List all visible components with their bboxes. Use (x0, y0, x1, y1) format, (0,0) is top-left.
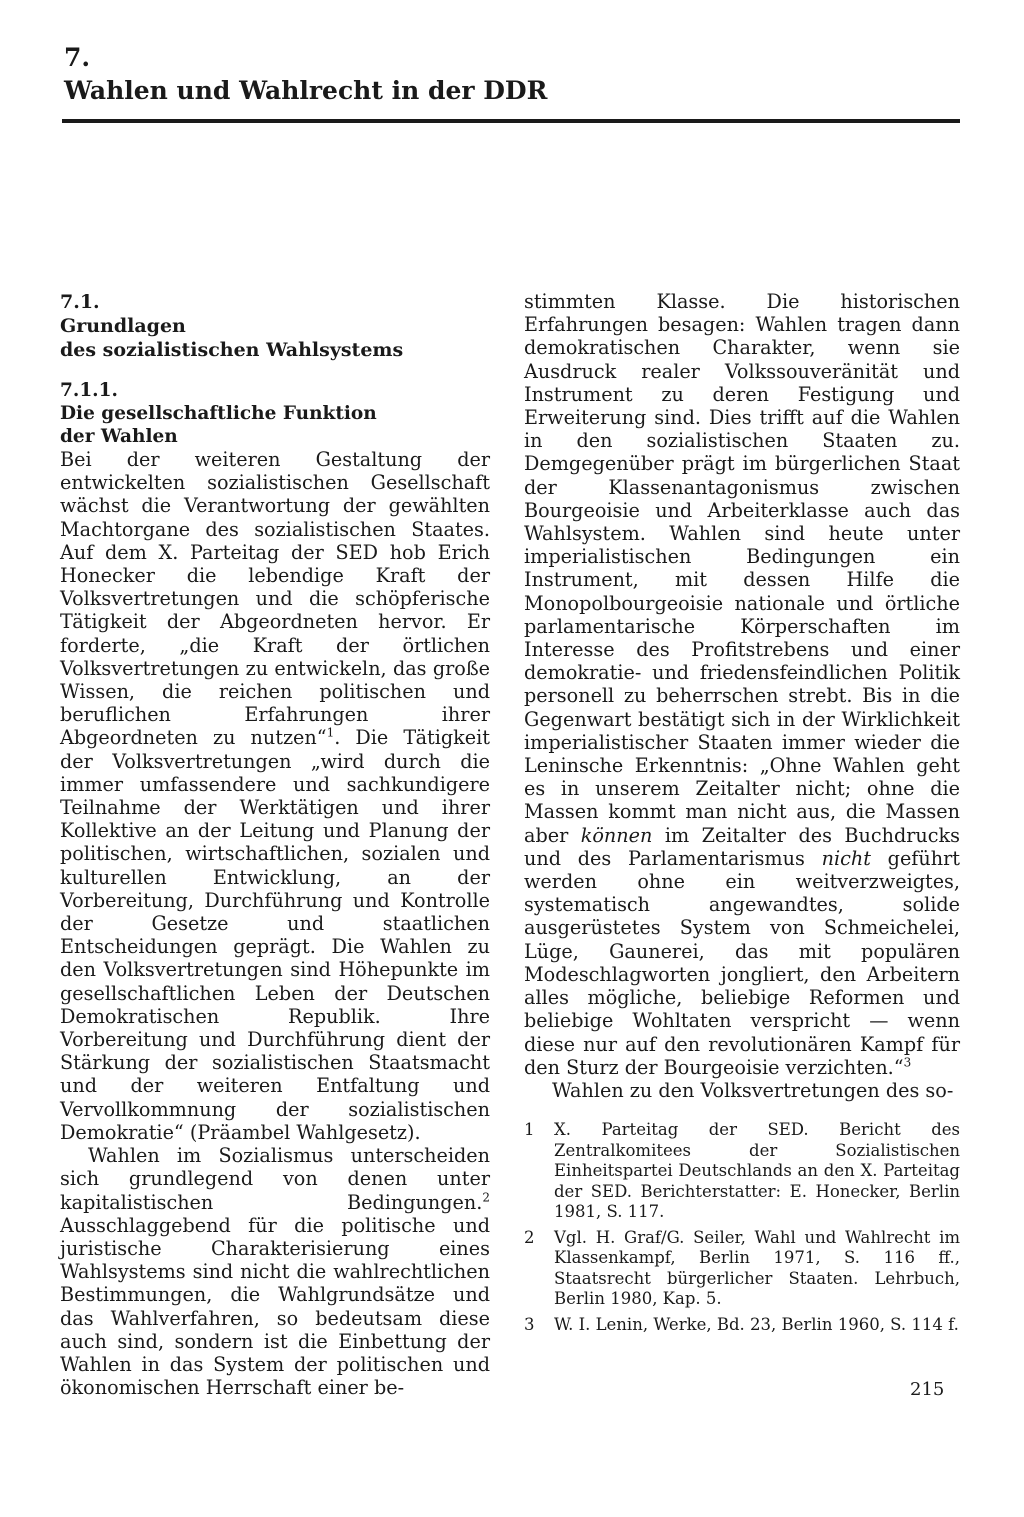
footnote (524, 1120, 960, 1223)
footnotes (524, 1120, 960, 1335)
left-column (60, 290, 490, 1399)
body-paragraph: Wahlen zu den Volksvertretungen des so- (552, 1078, 954, 1102)
paragraph-text: im Zeitalter des Buchdrucks und des Parlamentarismus (524, 823, 960, 870)
footnote-text: X. Parteitag der SED. Bericht des Zentralkomitees der Sozialistischen Einheitspartei Deutschlands an den X. Parteitag der SED. Berichterstatter: E. Honecker, Berlin 1981, S. 117. (554, 1120, 960, 1222)
emphasis-text: können (580, 823, 653, 847)
paragraph-text: Ausschlaggebend für die politische und juristische Charakterisierung eines Wahlsystems sind nicht die wahlrechtlichen Bestimmungen, die Wahlgrundsätze und das Wahlverfahren, so bedeutsam diese auch sind, sondern ist die Einbettung der Wahlen in das System der politischen und ökonomischen Herrschaft einer be- (60, 1213, 490, 1400)
footnote-number: 2 (524, 1227, 535, 1247)
paragraph-text: Bei der weiteren Gestaltung der entwickelten sozialistischen Gesellschaft wächst die Verantwortung der gewählten Machtorgane des sozialistischen Staates. Auf dem X. Parteitag der SED hob Erich Honecker die lebendige Kraft der Volksvertretungen und die schöpferische Tätigkeit der Abgeordneten hervor. Er forderte, „die Kraft der örtlichen Volksvertretungen zu entwickeln, das große Wissen, die reichen politischen und beruflichen Erfahrungen ihrer Abgeordneten zu nutzen“ (60, 448, 490, 750)
right-column (524, 290, 960, 1340)
chapter-rule (62, 119, 960, 123)
footnote-ref: 2 (482, 1190, 490, 1205)
subsection-title-line1: Die gesellschaftliche Funktion (60, 403, 377, 424)
footnote (524, 1228, 960, 1310)
footnote-text: W. I. Lenin, Werke, Bd. 23, Berlin 1960, S. 114 f. (554, 1314, 959, 1334)
paragraph-text: Wahlen im Sozialismus unterscheiden sich grundlegend von denen unter kapitalistischen Bedingungen. (60, 1144, 490, 1214)
footnote-number: 3 (524, 1314, 535, 1334)
body-paragraph (524, 290, 960, 1079)
section-number: 7.1. (60, 291, 100, 313)
footnote-text: Vgl. H. Graf/G. Seiler, Wahl und Wahlrecht im Klassenkampf, Berlin 1971, S. 116 ff., Staatsrecht bürgerlicher Staaten. Lehrbuch, Berlin 1980, Kap. 5. (554, 1227, 960, 1309)
footnote (524, 1315, 960, 1336)
body-paragraph (60, 448, 490, 1144)
section-title-line2: des sozialistischen Wahlsystems (60, 339, 404, 361)
page-number: 215 (910, 1379, 945, 1400)
section-title-line1: Grundlagen (60, 315, 186, 337)
footnote-ref: 3 (903, 1055, 912, 1070)
emphasis-text: nicht (821, 846, 871, 870)
paragraph-text: . Die Tätigkeit der Volksvertretungen „wird durch die immer umfassendere und sachkundigere Teilnahme der Werktätigen und ihrer Kollektive an der Leitung und Planung der politischen, wirtschaftlichen, sozialen und kulturellen Entwicklung, an der Vorbereitung, Durchführung und Kontrolle der Gesetze und staatlichen Entscheidungen geprägt. Die Wahlen zu den Volksvertretungen sind Höhepunkte im gesellschaftlichen Leben der Deutschen Demokratischen Republik. Ihre Vorbereitung und Durchführung dient der Stärkung der sozialistischen Staatsmacht und der weiteren Entfaltung und Vervollkommnung der sozialistischen Demokratie“ (Präambel Wahlgesetz). (60, 726, 490, 1144)
paragraph-text: geführt werden ohne ein weitverzweigtes, systematisch angewandtes, solide ausgerüstetes System von Schmeichelei, Lüge, Gaunerei, das mit populären Modeschlagworten jongliert, den Arbeitern alles mögliche, beliebige Reformen und beliebige Wohltaten verspricht — wenn diese nur auf den revolutionären Kampf für den Sturz der Bourgeoisie verzichten.“ (524, 846, 960, 1079)
chapter-number: 7. (64, 43, 91, 72)
subsection-number: 7.1.1. (60, 380, 118, 401)
subsection-title-line2: der Wahlen (60, 426, 178, 447)
paragraph-text: stimmten Klasse. Die historischen Erfahrungen besagen: Wahlen tragen dann demokratischen Charakter, wenn sie Ausdruck realer Volkssouveränität und Instrument zu deren Festigung und Erweiterung sind. Dies trifft auf die Wahlen in den sozialistischen Staaten zu. Demgegenüber prägt im bürgerlichen Staat der Klassenantagonismus zwischen Bourgeoisie und Arbeiterklasse auch das Wahlsystem. Wahlen sind heute unter imperialistischen Bedingungen ein Instrument, mit dessen Hilfe die Monopolbourgeoisie nationale und örtliche parlamentarische Körperschaften im Interesse des Profitstrebens und einer demokratie- und friedensfeindlichen Politik personell zu beherrschen strebt. Bis in die Gegenwart bestätigt sich in der Wirklichkeit imperialistischer Staaten immer wieder die Leninsche Erkenntnis: „Ohne Wahlen geht es in unserem Zeitalter nicht; ohne die Massen kommt man nicht aus, die Massen aber (524, 290, 960, 847)
footnote-ref: 1 (326, 726, 335, 741)
footnote-number: 1 (524, 1120, 535, 1140)
chapter-title: Wahlen und Wahlrecht in der DDR (64, 76, 548, 105)
body-paragraph (60, 1144, 490, 1399)
